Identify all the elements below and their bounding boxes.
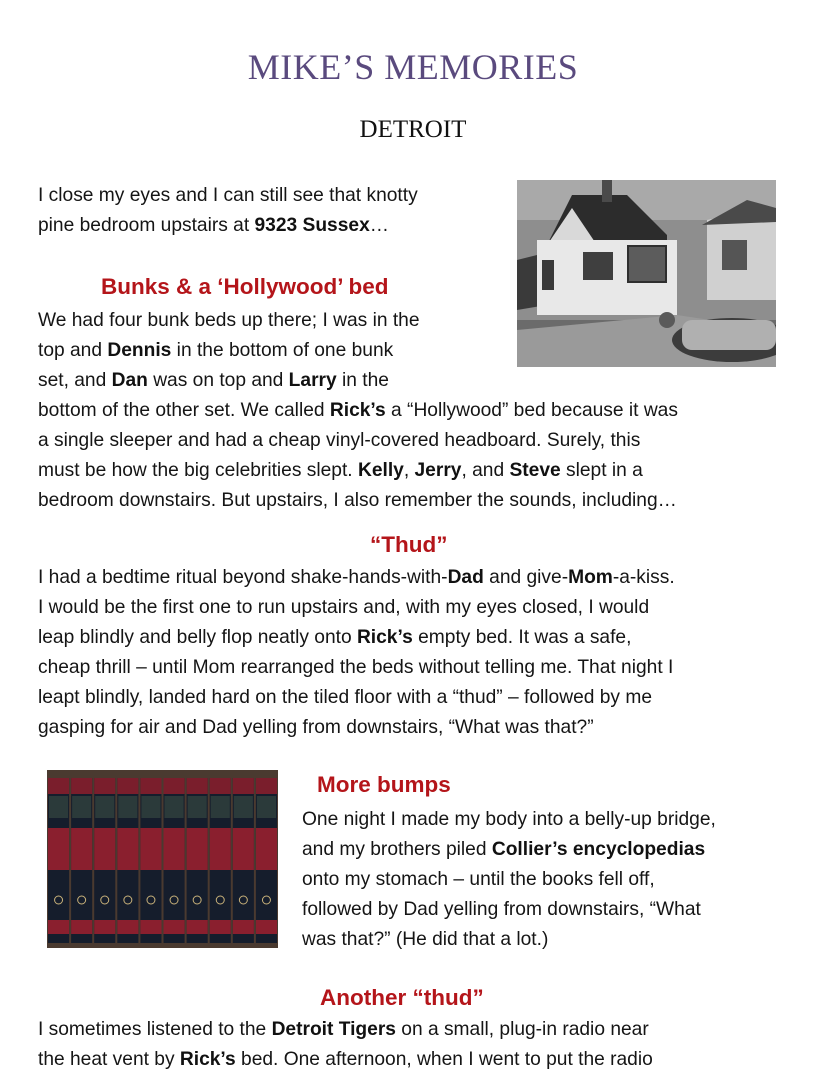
bold-name: Jerry	[414, 460, 462, 481]
text-line: bedroom downstairs. But upstairs, I also remember the sounds, including…	[38, 490, 677, 511]
bold-name: Rick’s	[329, 400, 386, 421]
section-heading-bunks: Bunks & a ‘Hollywood’ bed	[101, 274, 389, 299]
text-line: and my brothers piled Collier’s encyclopedias	[302, 839, 706, 860]
section-paragraph-thud	[38, 563, 675, 743]
text-line: We had four bunk beds up there; I was in the	[38, 310, 420, 331]
bold-name: Dad	[447, 567, 484, 588]
text-line: set, and Dan was on top and Larry in the	[38, 370, 389, 391]
book-spine	[187, 778, 208, 943]
book-spine	[140, 778, 161, 943]
text-line: top and Dennis in the bottom of one bunk	[38, 340, 394, 361]
bold-name: 9323 Sussex	[254, 215, 370, 236]
page-title: MIKE’S MEMORIES	[247, 47, 579, 87]
book-spine	[210, 778, 231, 943]
intro-paragraph	[38, 181, 418, 241]
book-spine	[71, 778, 92, 943]
text-line: gasping for air and Dad yelling from downstairs, “What was that?”	[38, 717, 594, 738]
book-spine	[48, 778, 69, 943]
text-line: must be how the big celebrities slept. Kelly, Jerry, and Steve slept in a	[38, 460, 643, 481]
bold-name: Rick’s	[179, 1049, 236, 1070]
text-line: leap blindly and belly flop neatly onto Rick’s empty bed. It was a safe,	[38, 627, 632, 648]
book-spine	[117, 778, 138, 943]
text-line: One night I made my body into a belly-up bridge,	[302, 809, 716, 830]
section-paragraph-bunks	[38, 306, 678, 516]
section-heading-another-thud: Another “thud”	[320, 985, 484, 1010]
text-line: I close my eyes and I can still see that knotty	[38, 185, 418, 206]
text-line: cheap thrill – until Mom rearranged the beds without telling me. That night I	[38, 657, 674, 678]
text-line: bottom of the other set. We called Rick’s a “Hollywood” bed because it was	[38, 400, 678, 421]
bold-name: Steve	[509, 460, 561, 481]
bold-name: Dennis	[107, 340, 172, 361]
book-spine	[256, 778, 277, 943]
section-heading-thud: “Thud”	[370, 532, 448, 557]
text-line: onto my stomach – until the books fell off,	[302, 869, 655, 890]
book-spine	[94, 778, 115, 943]
section-paragraph-more-bumps	[302, 805, 716, 955]
bold-name: Rick’s	[356, 627, 413, 648]
text-line: was that?” (He did that a lot.)	[302, 929, 549, 950]
bold-name: Larry	[288, 370, 337, 391]
bold-name: Dan	[111, 370, 148, 391]
text-line: leapt blindly, landed hard on the tiled floor with a “thud” – followed by me	[38, 687, 653, 708]
text-line: followed by Dad yelling from downstairs, “What	[302, 899, 701, 920]
encyclopedia-books-photo	[47, 770, 278, 948]
text-line: I had a bedtime ritual beyond shake-hands-with-Dad and give-Mom-a-kiss.	[38, 567, 675, 588]
page-subtitle: DETROIT	[359, 116, 467, 143]
bold-name: Detroit Tigers	[271, 1019, 396, 1040]
bold-name: Mom	[568, 567, 613, 588]
book-spine	[164, 778, 185, 943]
text-line: a single sleeper and had a cheap vinyl-covered headboard. Surely, this	[38, 430, 641, 451]
book-spine	[233, 778, 254, 943]
text-line: I would be the first one to run upstairs and, with my eyes closed, I would	[38, 597, 650, 618]
bold-name: Collier’s encyclopedias	[491, 839, 706, 860]
bold-name: Kelly	[357, 460, 404, 481]
section-paragraph-another-thud	[38, 1015, 653, 1075]
section-heading-more-bumps: More bumps	[317, 772, 451, 797]
text-line: the heat vent by Rick’s bed. One afternoon, when I went to put the radio	[38, 1049, 653, 1070]
text-line: pine bedroom upstairs at 9323 Sussex…	[38, 215, 389, 236]
text-line: I sometimes listened to the Detroit Tigers on a small, plug-in radio near	[38, 1019, 649, 1040]
